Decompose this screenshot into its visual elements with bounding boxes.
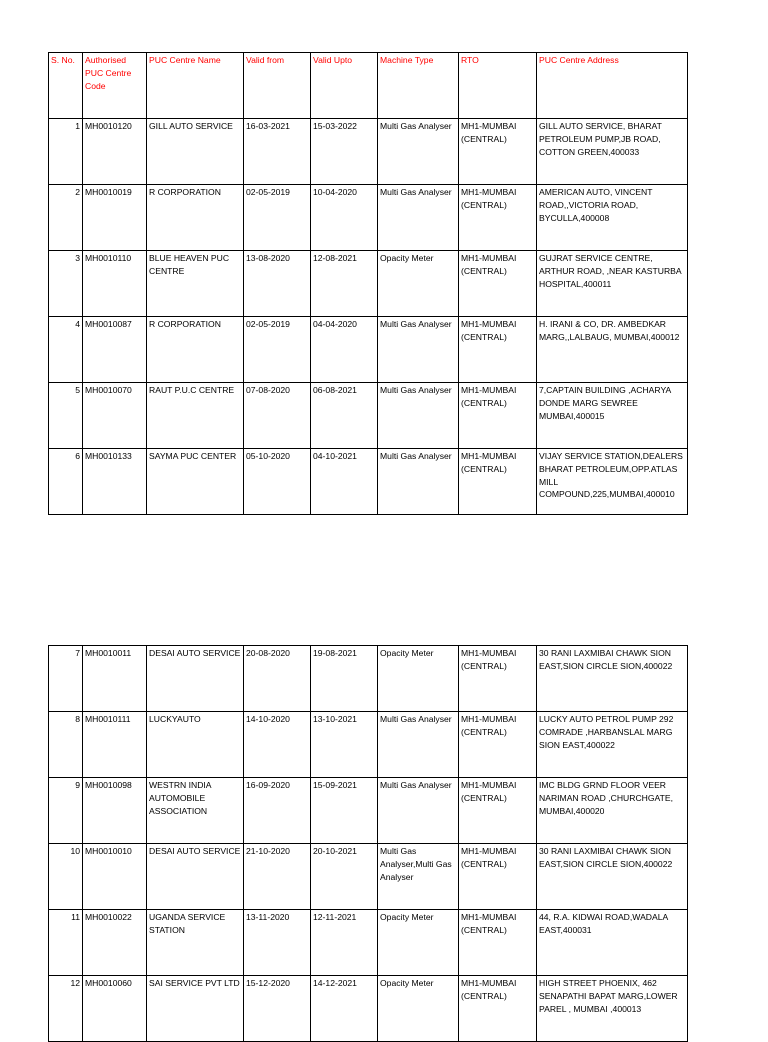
cell-valid-upto: 12-08-2021 xyxy=(311,251,378,317)
cell-address: 30 RANI LAXMIBAI CHAWK SION EAST,SION CIRCLE SION,400022 xyxy=(537,646,688,712)
cell-address: AMERICAN AUTO, VINCENT ROAD,,VICTORIA ROAD, BYCULLA,400008 xyxy=(537,185,688,251)
cell-valid-upto: 15-03-2022 xyxy=(311,119,378,185)
header-machine-type: Machine Type xyxy=(378,53,459,119)
cell-code: MH0010120 xyxy=(83,119,147,185)
cell-centre-name: RAUT P.U.C CENTRE xyxy=(147,383,244,449)
cell-valid-from: 21-10-2020 xyxy=(244,844,311,910)
cell-valid-from: 20-08-2020 xyxy=(244,646,311,712)
cell-machine-type: Multi Gas Analyser xyxy=(378,449,459,515)
header-code: Authorised PUC Centre Code xyxy=(83,53,147,119)
puc-centre-table-continued xyxy=(48,645,688,1042)
table-row xyxy=(49,910,688,976)
cell-centre-name: UGANDA SERVICE STATION xyxy=(147,910,244,976)
table-row xyxy=(49,119,688,185)
header-valid-upto: Valid Upto xyxy=(311,53,378,119)
cell-rto: MH1-MUMBAI (CENTRAL) xyxy=(459,976,537,1042)
cell-code: MH0010110 xyxy=(83,251,147,317)
cell-centre-name: LUCKYAUTO xyxy=(147,712,244,778)
cell-rto: MH1-MUMBAI (CENTRAL) xyxy=(459,251,537,317)
cell-address: 7,CAPTAIN BUILDING ,ACHARYA DONDE MARG SEWREE MUMBAI,400015 xyxy=(537,383,688,449)
cell-address: LUCKY AUTO PETROL PUMP 292 COMRADE ,HARBANSLAL MARG SION EAST,400022 xyxy=(537,712,688,778)
puc-centre-table xyxy=(48,52,688,515)
cell-valid-from: 02-05-2019 xyxy=(244,185,311,251)
cell-centre-name: R CORPORATION xyxy=(147,185,244,251)
table-row xyxy=(49,646,688,712)
cell-rto: MH1-MUMBAI (CENTRAL) xyxy=(459,317,537,383)
cell-valid-upto: 20-10-2021 xyxy=(311,844,378,910)
cell-valid-upto: 04-04-2020 xyxy=(311,317,378,383)
cell-code: MH0010011 xyxy=(83,646,147,712)
cell-rto: MH1-MUMBAI (CENTRAL) xyxy=(459,844,537,910)
cell-code: MH0010087 xyxy=(83,317,147,383)
cell-sno: 1 xyxy=(49,119,83,185)
cell-code: MH0010133 xyxy=(83,449,147,515)
cell-sno: 5 xyxy=(49,383,83,449)
cell-centre-name: SAYMA PUC CENTER xyxy=(147,449,244,515)
cell-sno: 7 xyxy=(49,646,83,712)
cell-machine-type: Opacity Meter xyxy=(378,251,459,317)
header-name: PUC Centre Name xyxy=(147,53,244,119)
cell-sno: 9 xyxy=(49,778,83,844)
cell-valid-from: 13-08-2020 xyxy=(244,251,311,317)
cell-code: MH0010098 xyxy=(83,778,147,844)
cell-machine-type: Multi Gas Analyser,Multi Gas Analyser xyxy=(378,844,459,910)
cell-rto: MH1-MUMBAI (CENTRAL) xyxy=(459,712,537,778)
cell-rto: MH1-MUMBAI (CENTRAL) xyxy=(459,119,537,185)
cell-address: IMC BLDG GRND FLOOR VEER NARIMAN ROAD ,CHURCHGATE, MUMBAI,400020 xyxy=(537,778,688,844)
header-valid-from: Valid from xyxy=(244,53,311,119)
cell-rto: MH1-MUMBAI (CENTRAL) xyxy=(459,778,537,844)
cell-machine-type: Multi Gas Analyser xyxy=(378,317,459,383)
cell-machine-type: Multi Gas Analyser xyxy=(378,712,459,778)
cell-machine-type: Opacity Meter xyxy=(378,646,459,712)
cell-valid-from: 14-10-2020 xyxy=(244,712,311,778)
table-body xyxy=(49,646,688,1042)
cell-code: MH0010070 xyxy=(83,383,147,449)
cell-machine-type: Opacity Meter xyxy=(378,976,459,1042)
cell-address: 44, R.A. KIDWAI ROAD,WADALA EAST,400031 xyxy=(537,910,688,976)
table-row xyxy=(49,251,688,317)
cell-machine-type: Multi Gas Analyser xyxy=(378,383,459,449)
cell-valid-upto: 10-04-2020 xyxy=(311,185,378,251)
cell-valid-upto: 12-11-2021 xyxy=(311,910,378,976)
table-row xyxy=(49,844,688,910)
header-address: PUC Centre Address xyxy=(537,53,688,119)
cell-centre-name: WESTRN INDIA AUTOMOBILE ASSOCIATION xyxy=(147,778,244,844)
cell-valid-upto: 13-10-2021 xyxy=(311,712,378,778)
cell-centre-name: DESAI AUTO SERVICE xyxy=(147,646,244,712)
cell-machine-type: Multi Gas Analyser xyxy=(378,778,459,844)
header-rto: RTO xyxy=(459,53,537,119)
cell-sno: 4 xyxy=(49,317,83,383)
cell-valid-upto: 19-08-2021 xyxy=(311,646,378,712)
cell-valid-upto: 06-08-2021 xyxy=(311,383,378,449)
cell-rto: MH1-MUMBAI (CENTRAL) xyxy=(459,910,537,976)
cell-rto: MH1-MUMBAI (CENTRAL) xyxy=(459,646,537,712)
cell-rto: MH1-MUMBAI (CENTRAL) xyxy=(459,449,537,515)
cell-code: MH0010022 xyxy=(83,910,147,976)
cell-sno: 10 xyxy=(49,844,83,910)
cell-valid-from: 16-09-2020 xyxy=(244,778,311,844)
cell-valid-from: 05-10-2020 xyxy=(244,449,311,515)
cell-valid-from: 02-05-2019 xyxy=(244,317,311,383)
cell-code: MH0010010 xyxy=(83,844,147,910)
cell-address: HIGH STREET PHOENIX, 462 SENAPATHI BAPAT MARG,LOWER PAREL , MUMBAI ,400013 xyxy=(537,976,688,1042)
cell-valid-upto: 04-10-2021 xyxy=(311,449,378,515)
cell-machine-type: Multi Gas Analyser xyxy=(378,185,459,251)
cell-sno: 12 xyxy=(49,976,83,1042)
cell-valid-from: 13-11-2020 xyxy=(244,910,311,976)
table-row xyxy=(49,976,688,1042)
cell-address: GILL AUTO SERVICE, BHARAT PETROLEUM PUMP,JB ROAD, COTTON GREEN,400033 xyxy=(537,119,688,185)
cell-valid-from: 07-08-2020 xyxy=(244,383,311,449)
cell-valid-upto: 15-09-2021 xyxy=(311,778,378,844)
cell-sno: 2 xyxy=(49,185,83,251)
cell-sno: 11 xyxy=(49,910,83,976)
table-row xyxy=(49,449,688,515)
cell-rto: MH1-MUMBAI (CENTRAL) xyxy=(459,185,537,251)
cell-centre-name: SAI SERVICE PVT LTD xyxy=(147,976,244,1042)
cell-centre-name: R CORPORATION xyxy=(147,317,244,383)
header-row xyxy=(49,53,688,119)
table-row xyxy=(49,185,688,251)
header-sno: S. No. xyxy=(49,53,83,119)
cell-sno: 6 xyxy=(49,449,83,515)
cell-sno: 3 xyxy=(49,251,83,317)
table-row xyxy=(49,778,688,844)
cell-machine-type: Multi Gas Analyser xyxy=(378,119,459,185)
cell-rto: MH1-MUMBAI (CENTRAL) xyxy=(459,383,537,449)
cell-address: 30 RANI LAXMIBAI CHAWK SION EAST,SION CIRCLE SION,400022 xyxy=(537,844,688,910)
cell-valid-from: 15-12-2020 xyxy=(244,976,311,1042)
cell-code: MH0010019 xyxy=(83,185,147,251)
cell-centre-name: DESAI AUTO SERVICE xyxy=(147,844,244,910)
table-row xyxy=(49,317,688,383)
cell-sno: 8 xyxy=(49,712,83,778)
cell-valid-upto: 14-12-2021 xyxy=(311,976,378,1042)
table-body xyxy=(49,119,688,515)
cell-centre-name: GILL AUTO SERVICE xyxy=(147,119,244,185)
cell-centre-name: BLUE HEAVEN PUC CENTRE xyxy=(147,251,244,317)
cell-valid-from: 16-03-2021 xyxy=(244,119,311,185)
table-row xyxy=(49,712,688,778)
cell-address: VIJAY SERVICE STATION,DEALERS BHARAT PETROLEUM,OPP.ATLAS MILL COMPOUND,225,MUMBAI,400010 xyxy=(537,449,688,515)
cell-code: MH0010111 xyxy=(83,712,147,778)
cell-code: MH0010060 xyxy=(83,976,147,1042)
cell-address: GUJRAT SERVICE CENTRE, ARTHUR ROAD, ,NEAR KASTURBA HOSPITAL,400011 xyxy=(537,251,688,317)
cell-machine-type: Opacity Meter xyxy=(378,910,459,976)
cell-address: H. IRANI & CO, DR. AMBEDKAR MARG,,LALBAUG, MUMBAI,400012 xyxy=(537,317,688,383)
table-row xyxy=(49,383,688,449)
